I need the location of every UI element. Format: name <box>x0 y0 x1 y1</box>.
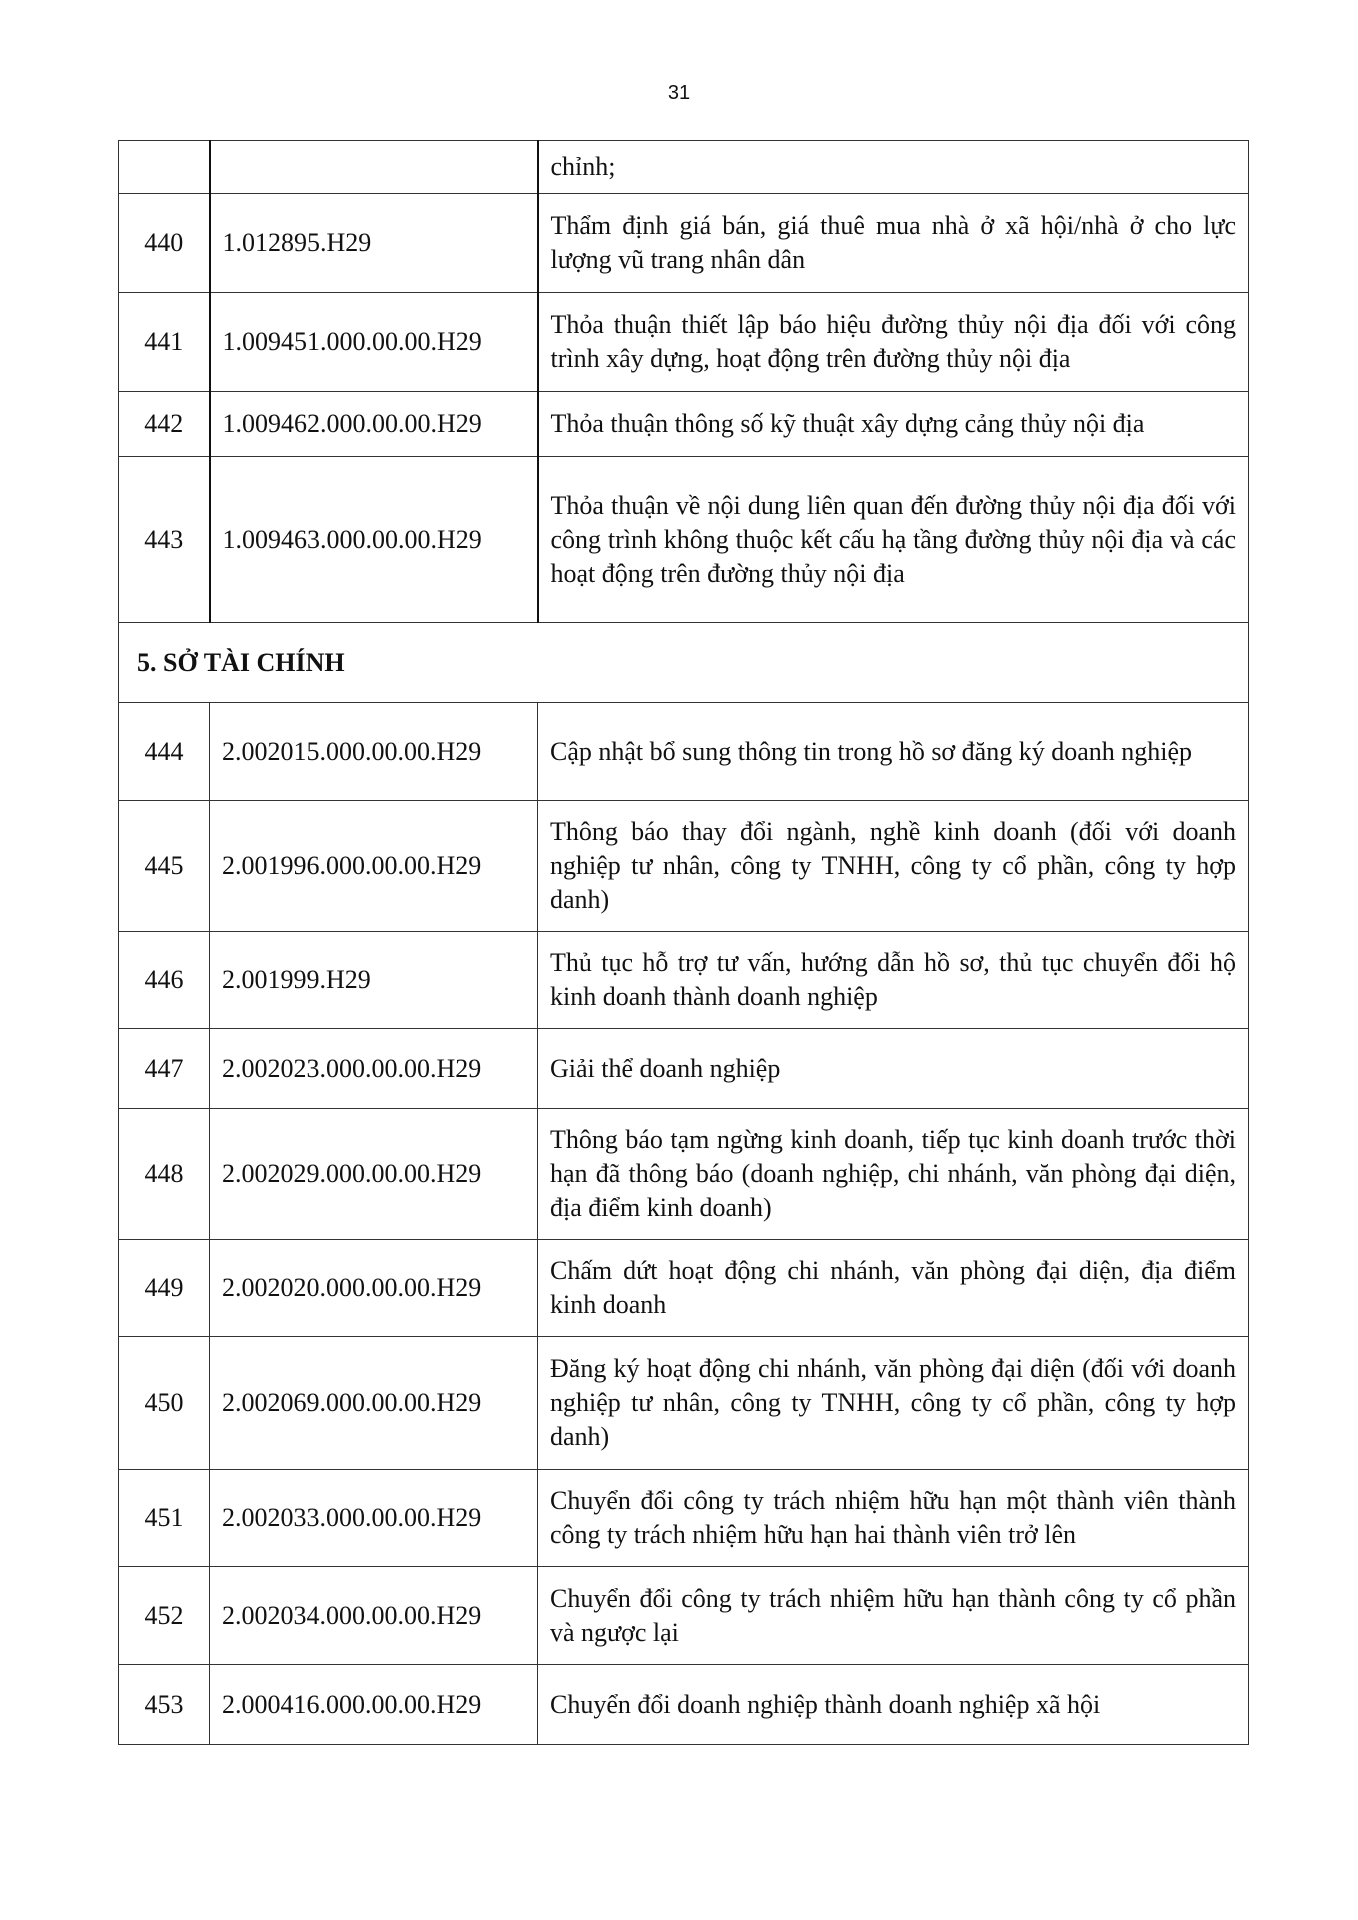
row-number: 450 <box>119 1337 210 1470</box>
procedure-code: 1.009463.000.00.00.H29 <box>210 457 538 623</box>
procedure-code: 2.002023.000.00.00.H29 <box>210 1029 538 1109</box>
procedure-name: Chuyển đổi doanh nghiệp thành doanh nghiệp xã hội <box>538 1665 1249 1745</box>
section-row <box>119 623 1249 703</box>
row-number: 443 <box>119 457 210 623</box>
table-row <box>119 703 1249 801</box>
procedure-code: 1.012895.H29 <box>210 194 538 293</box>
row-number: 447 <box>119 1029 210 1109</box>
procedure-name: Chuyển đổi công ty trách nhiệm hữu hạn một thành viên thành công ty trách nhiệm hữu hạn hai thành viên trở lên <box>538 1470 1249 1567</box>
procedure-code: 2.002015.000.00.00.H29 <box>210 703 538 801</box>
row-number <box>119 141 210 194</box>
procedure-name: Cập nhật bổ sung thông tin trong hồ sơ đăng ký doanh nghiệp <box>538 703 1249 801</box>
table-row <box>119 1240 1249 1337</box>
row-number: 446 <box>119 932 210 1029</box>
table-row <box>119 1029 1249 1109</box>
procedure-code: 1.009451.000.00.00.H29 <box>210 293 538 392</box>
procedure-code: 2.002034.000.00.00.H29 <box>210 1567 538 1665</box>
table-row <box>119 801 1249 932</box>
table-row <box>119 293 1249 392</box>
procedure-name: chỉnh; <box>538 141 1249 194</box>
row-number: 441 <box>119 293 210 392</box>
row-number: 448 <box>119 1109 210 1240</box>
row-number: 451 <box>119 1470 210 1567</box>
procedure-name: Thỏa thuận thông số kỹ thuật xây dựng cảng thủy nội địa <box>538 392 1249 457</box>
procedure-name: Chuyển đổi công ty trách nhiệm hữu hạn thành công ty cổ phần và ngược lại <box>538 1567 1249 1665</box>
table-row <box>119 1665 1249 1745</box>
procedure-name: Thẩm định giá bán, giá thuê mua nhà ở xã hội/nhà ở cho lực lượng vũ trang nhân dân <box>538 194 1249 293</box>
row-number: 440 <box>119 194 210 293</box>
table-row <box>119 194 1249 293</box>
procedure-name: Đăng ký hoạt động chi nhánh, văn phòng đại diện (đối với doanh nghiệp tư nhân, công ty TNHH, công ty cổ phần, công ty hợp danh) <box>538 1337 1249 1470</box>
procedure-code: 2.002069.000.00.00.H29 <box>210 1337 538 1470</box>
procedure-code: 2.002029.000.00.00.H29 <box>210 1109 538 1240</box>
procedures-table <box>118 140 1249 1745</box>
table-row <box>119 1109 1249 1240</box>
procedure-name: Thủ tục hỗ trợ tư vấn, hướng dẫn hồ sơ, thủ tục chuyển đổi hộ kinh doanh thành doanh nghiệp <box>538 932 1249 1029</box>
procedure-name: Thông báo tạm ngừng kinh doanh, tiếp tục kinh doanh trước thời hạn đã thông báo (doanh nghiệp, chi nhánh, văn phòng đại diện, địa điểm kinh doanh) <box>538 1109 1249 1240</box>
row-number: 444 <box>119 703 210 801</box>
table-row <box>119 1567 1249 1665</box>
section-title: 5. SỞ TÀI CHÍNH <box>119 623 1249 703</box>
procedure-name: Giải thể doanh nghiệp <box>538 1029 1249 1109</box>
row-number: 449 <box>119 1240 210 1337</box>
table-row <box>119 457 1249 623</box>
table-row <box>119 932 1249 1029</box>
procedure-name: Thỏa thuận về nội dung liên quan đến đường thủy nội địa đối với công trình không thuộc kết cấu hạ tầng đường thủy nội địa và các hoạt động trên đường thủy nội địa <box>538 457 1249 623</box>
procedure-code: 2.002033.000.00.00.H29 <box>210 1470 538 1567</box>
procedure-code: 2.001996.000.00.00.H29 <box>210 801 538 932</box>
table-row <box>119 1470 1249 1567</box>
table-row <box>119 392 1249 457</box>
row-number: 445 <box>119 801 210 932</box>
procedure-code: 2.001999.H29 <box>210 932 538 1029</box>
procedure-code: 2.000416.000.00.00.H29 <box>210 1665 538 1745</box>
table-row <box>119 1337 1249 1470</box>
table-row <box>119 141 1249 194</box>
row-number: 442 <box>119 392 210 457</box>
row-number: 453 <box>119 1665 210 1745</box>
row-number: 452 <box>119 1567 210 1665</box>
procedure-name: Thông báo thay đổi ngành, nghề kinh doanh (đối với doanh nghiệp tư nhân, công ty TNHH, công ty cổ phần, công ty hợp danh) <box>538 801 1249 932</box>
procedure-name: Chấm dứt hoạt động chi nhánh, văn phòng đại diện, địa điểm kinh doanh <box>538 1240 1249 1337</box>
procedure-code: 1.009462.000.00.00.H29 <box>210 392 538 457</box>
procedure-code <box>210 141 538 194</box>
page-number: 31 <box>667 82 691 104</box>
procedure-code: 2.002020.000.00.00.H29 <box>210 1240 538 1337</box>
procedure-name: Thỏa thuận thiết lập báo hiệu đường thủy nội địa đối với công trình xây dựng, hoạt động trên đường thủy nội địa <box>538 293 1249 392</box>
